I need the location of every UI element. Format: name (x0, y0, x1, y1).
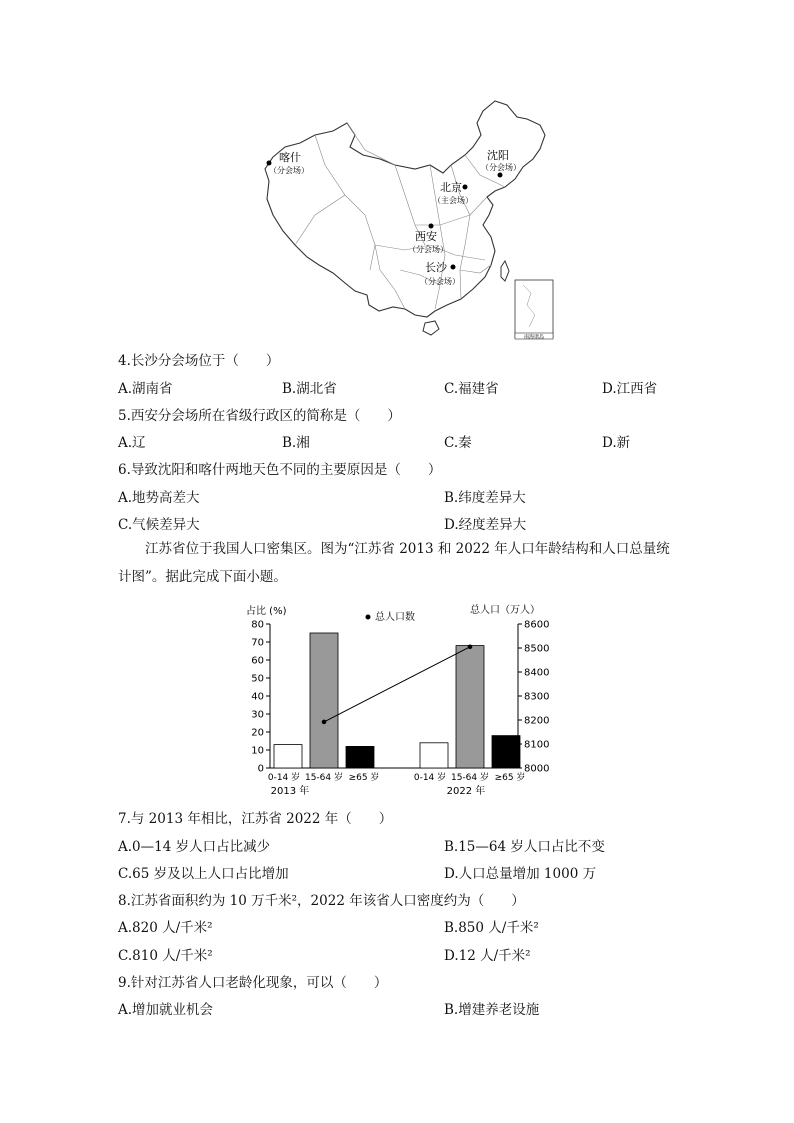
q6-option-c[interactable]: C.气候差异大 (118, 517, 200, 533)
changsha-label: 长沙 (425, 261, 447, 274)
q5-option-d[interactable]: D.新 (602, 435, 631, 451)
left-axis-label: 占比 (%) (246, 606, 287, 617)
q6-option-b[interactable]: B.纬度差异大 (444, 490, 526, 506)
question-5-stem: 5.西安分会场所在省级行政区的简称是（ ） (118, 408, 401, 424)
category-label: ≥65 岁 (348, 773, 380, 783)
right-tick-label: 8500 (524, 643, 550, 655)
q5-option-b[interactable]: B.湘 (282, 435, 310, 451)
right-tick-label: 8600 (524, 619, 550, 631)
q7-option-b[interactable]: B.15—64 岁人口占比不变 (444, 839, 605, 855)
category-label: 0-14 岁 (413, 773, 447, 783)
q8-option-a[interactable]: A.820 人/千米² (118, 920, 213, 936)
map-outline (265, 101, 545, 317)
right-axis-label: 总人口（万人） (470, 605, 540, 616)
q4-option-d[interactable]: D.江西省 (602, 381, 658, 397)
bar-2013 年-15-64 岁 (310, 633, 338, 768)
bar-2022 年-0-14 岁 (420, 743, 448, 768)
group-label-2013: 2013 年 (270, 786, 310, 797)
xian-label: 西安 (415, 230, 437, 243)
south-sea-inset (515, 280, 553, 341)
category-label: 15-64 岁 (304, 773, 344, 783)
china-map (255, 95, 560, 345)
q6-option-a[interactable]: A.地势高差大 (118, 490, 200, 506)
shenyang-dot (498, 173, 503, 178)
kashgar-role: （分会场） (269, 166, 309, 175)
left-tick-label: 0 (257, 763, 264, 775)
taiwan-island (501, 261, 509, 281)
q8-option-b[interactable]: B.850 人/千米² (444, 920, 539, 936)
total-point-2013 年 (322, 720, 327, 725)
xian-role: （分会场） (408, 245, 448, 254)
q4-option-b[interactable]: B.湖北省 (282, 381, 337, 397)
inset-label: 南海诸岛 (523, 334, 545, 341)
beijing-role: （主会场） (433, 196, 473, 205)
q4-option-c[interactable]: C.福建省 (444, 381, 499, 397)
right-tick-label: 8300 (524, 691, 550, 703)
question-8-stem: 8.江苏省面积约为 10 万千米²，2022 年该省人口密度约为（ ） (118, 893, 525, 909)
kashgar-label: 喀什 (279, 151, 301, 164)
q4-option-a[interactable]: A.湖南省 (118, 381, 173, 397)
q7-option-c[interactable]: C.65 岁及以上人口占比增加 (118, 866, 289, 882)
q7-option-d[interactable]: D.人口总量增加 1000 万 (444, 866, 597, 882)
bar-2022 年-15-64 岁 (456, 646, 484, 768)
left-tick-label: 50 (251, 673, 264, 685)
beijing-label: 北京 (440, 181, 462, 194)
intro-paragraph: 江苏省位于我国人口密集区。图为“江苏省 2013 和 2022 年人口年龄结构和人口总量统计图”。据此完成下面小题。 (118, 541, 670, 585)
kashgar-dot (267, 161, 272, 166)
legend-marker (366, 615, 371, 620)
right-tick-label: 8100 (524, 739, 550, 751)
left-tick-label: 70 (251, 637, 264, 649)
beijing-dot (463, 185, 468, 190)
category-label: ≥65 岁 (494, 773, 526, 783)
total-population-line (324, 647, 470, 722)
question-6-stem: 6.导致沈阳和喀什两地天色不同的主要原因是（ ） (118, 462, 442, 478)
q7-option-a[interactable]: A.0—14 岁人口占比减少 (118, 839, 271, 855)
left-tick-label: 30 (251, 709, 264, 721)
left-tick-label: 10 (251, 745, 264, 757)
q5-option-c[interactable]: C.秦 (444, 435, 472, 451)
xian-dot (429, 224, 434, 229)
question-4-stem: 4.长沙分会场位于（ ） (118, 353, 280, 369)
right-tick-label: 8400 (524, 667, 550, 679)
bar-2013 年-0-14 岁 (274, 745, 302, 768)
population-chart (230, 600, 560, 800)
left-tick-label: 60 (251, 655, 264, 667)
category-label: 15-64 岁 (450, 773, 490, 783)
total-point-2022 年 (468, 645, 473, 650)
q5-option-a[interactable]: A.辽 (118, 435, 146, 451)
category-label: 0-14 岁 (267, 773, 301, 783)
shenyang-label: 沈阳 (487, 149, 509, 162)
left-tick-label: 20 (251, 727, 264, 739)
right-tick-label: 8000 (524, 763, 550, 775)
q8-option-d[interactable]: D.12 人/千米² (444, 948, 531, 964)
group-label-2022: 2022 年 (446, 786, 486, 797)
question-7-stem: 7.与 2013 年相比，江苏省 2022 年（ ） (118, 811, 393, 827)
bar-2013 年-≥65 岁 (346, 746, 374, 768)
changsha-dot (451, 265, 456, 270)
q8-option-c[interactable]: C.810 人/千米² (118, 948, 213, 964)
shenyang-role: （分会场） (481, 163, 521, 172)
changsha-role: （分会场） (420, 277, 460, 286)
right-tick-label: 8200 (524, 715, 550, 727)
hainan-island (423, 321, 439, 335)
left-tick-label: 40 (251, 691, 264, 703)
q9-option-b[interactable]: B.增建养老设施 (444, 1002, 540, 1018)
left-tick-label: 80 (251, 619, 264, 631)
q6-option-d[interactable]: D.经度差异大 (444, 517, 527, 533)
q9-option-a[interactable]: A.增加就业机会 (118, 1002, 214, 1018)
question-9-stem: 9.针对江苏省人口老龄化现象，可以（ ） (118, 975, 388, 991)
bar-2022 年-≥65 岁 (492, 736, 520, 768)
legend-label: 总人口数 (375, 612, 415, 623)
